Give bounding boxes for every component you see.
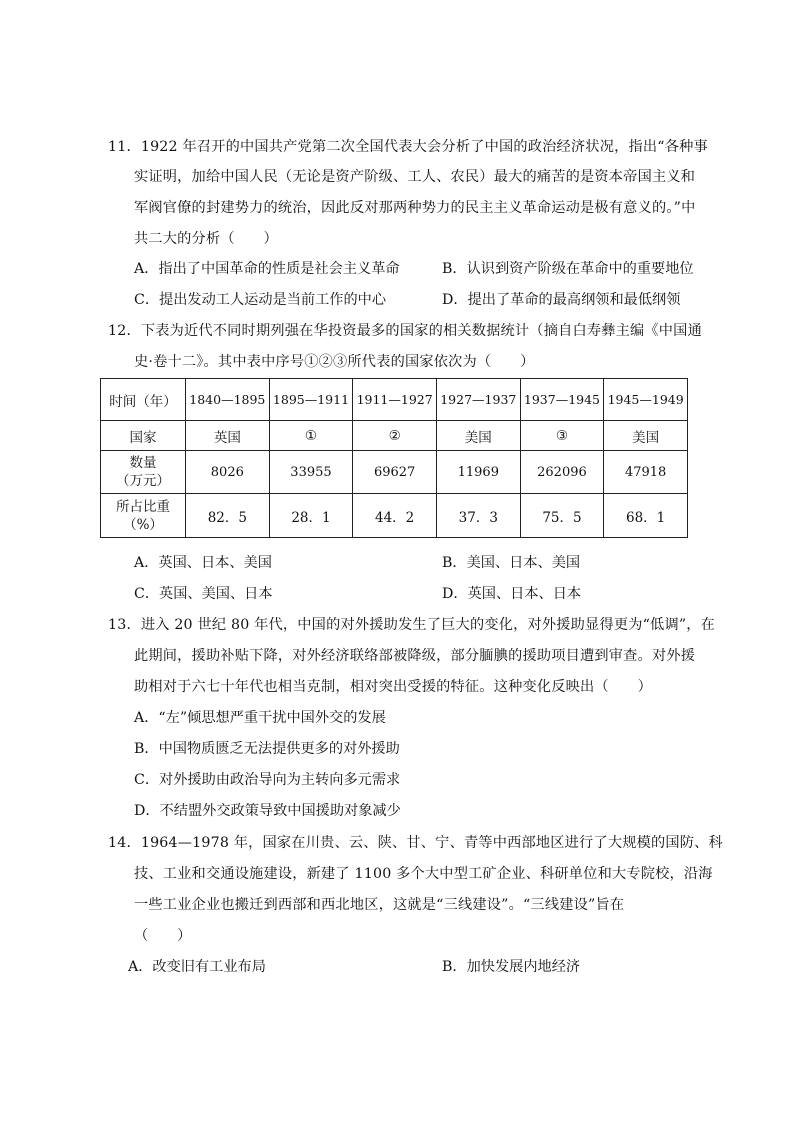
- q13-stem-line-3: 助相对于六七十年代也相当克制，相对突出受援的特征。这种变化反映出（ ）: [134, 679, 652, 695]
- table-share: 82．5: [186, 494, 270, 538]
- table-country: ③: [520, 421, 604, 451]
- table-country: 美国: [436, 421, 520, 451]
- table-period: 1840—1895: [186, 379, 270, 421]
- q13-stem-line-1: 13．进入 20 世纪 80 年代，中国的对外援助发生了巨大的变化，对外援助显得更为“低调”，在: [108, 617, 716, 633]
- table-country-label: 国家: [101, 421, 186, 451]
- table-country: 美国: [604, 421, 688, 451]
- table-period: 1937—1945: [520, 379, 604, 421]
- q11-stem-line-1: 11．1922 年召开的中国共产党第二次全国代表大会分析了中国的政治经济状况，指出“各种事: [108, 139, 708, 155]
- table-amount-label-1: 数量: [129, 455, 157, 471]
- q13-option-c[interactable]: C．对外援助由政治导向为主转向多元需求: [134, 772, 401, 788]
- q14-option-b[interactable]: B．加快发展内地经济: [442, 959, 581, 975]
- table-country: 英国: [186, 421, 270, 451]
- q13-option-b[interactable]: B．中国物质匮乏无法提供更多的对外援助: [134, 741, 400, 757]
- table-share-label-2: （%）: [123, 516, 163, 533]
- table-amount: 69627: [353, 451, 437, 494]
- investment-table: [100, 378, 688, 538]
- table-country: ②: [353, 421, 437, 451]
- table-share: 68．1: [604, 494, 688, 538]
- q13-option-d[interactable]: D．不结盟外交政策导致中国援助对象减少: [134, 803, 401, 819]
- table-amount-label-2: （万元）: [116, 473, 170, 489]
- table-amount: 11969: [436, 451, 520, 494]
- table-amount: 262096: [520, 451, 604, 494]
- table-share-label: [101, 494, 186, 538]
- q12-stem-line-1: 12．下表为近代不同时期列强在华投资最多的国家的相关数据统计（摘自白寿彝主编《中国通: [108, 323, 702, 339]
- table-row-country: [101, 421, 688, 451]
- q14-stem-line-2: 技、工业和交通设施建设，新建了 1100 多个大中型工矿企业、科研单位和大专院校，沿海: [134, 866, 713, 882]
- q12-option-d[interactable]: D．英国、日本、日本: [442, 586, 582, 602]
- table-period: 1927—1937: [436, 379, 520, 421]
- q14-stem-line-3: 一些工业企业也搬迁到西部和西北地区，这就是“三线建设”。“三线建设”旨在: [134, 897, 625, 913]
- q12-option-c[interactable]: C．英国、美国、日本: [134, 586, 273, 602]
- q12-option-a[interactable]: A．英国、日本、美国: [134, 555, 272, 571]
- q11-stem-line-2: 实证明，加给中国人民（无论是资产阶级、工人、农民）最大的痛苦的是资本帝国主义和: [134, 169, 696, 185]
- table-country: ①: [269, 421, 353, 451]
- table-amount: 8026: [186, 451, 270, 494]
- table-amount: 33955: [269, 451, 353, 494]
- q11-stem-line-4: 共二大的分析（ ）: [134, 231, 278, 247]
- table-share-label-1: 所占比重: [116, 498, 170, 515]
- table-share: 44．2: [353, 494, 437, 538]
- q13-stem-line-2: 此期间，援助补贴下降，对外经济联络部被降级，部分腼腆的援助项目遭到审查。对外援: [134, 648, 696, 664]
- q11-option-c[interactable]: C．提出发动工人运动是当前工作的中心: [134, 292, 387, 308]
- table-share: 28．1: [269, 494, 353, 538]
- q12-option-b[interactable]: B．美国、日本、美国: [442, 555, 581, 571]
- table-amount-label: [101, 451, 186, 494]
- table-period: 1945—1949: [604, 379, 688, 421]
- q14-stem-line-4: （ ）: [134, 928, 192, 944]
- q14-option-a[interactable]: A．改变旧有工业布局: [128, 959, 266, 975]
- table-period: 1911—1927: [353, 379, 437, 421]
- q13-option-a[interactable]: A．“左”倾思想严重干扰中国外交的发展: [134, 710, 386, 726]
- table-row-period: [101, 379, 688, 421]
- table-header-label: 时间（年）: [101, 379, 186, 421]
- q14-stem-line-1: 14．1964—1978 年，国家在川贵、云、陕、甘、宁、青等中西部地区进行了大规模的国防、科: [108, 835, 723, 851]
- table-share: 75．5: [520, 494, 604, 538]
- q11-option-a[interactable]: A．指出了中国革命的性质是社会主义革命: [134, 261, 400, 277]
- q11-stem-line-3: 军阀官僚的封建势力的统治，因此反对那两种势力的民主主义革命运动是极有意义的。”中: [134, 200, 696, 216]
- q12-stem-line-2: 史·卷十二》。其中表中序号①②③所代表的国家依次为（ ）: [134, 354, 535, 370]
- q11-option-b[interactable]: B．认识到资产阶级在革命中的重要地位: [442, 261, 694, 277]
- table-period: 1895—1911: [269, 379, 353, 421]
- q11-option-d[interactable]: D．提出了革命的最高纲领和最低纲领: [442, 292, 681, 308]
- table-share: 37．3: [436, 494, 520, 538]
- table-row-amount: [101, 451, 688, 494]
- table-row-share: [101, 494, 688, 538]
- table-amount: 47918: [604, 451, 688, 494]
